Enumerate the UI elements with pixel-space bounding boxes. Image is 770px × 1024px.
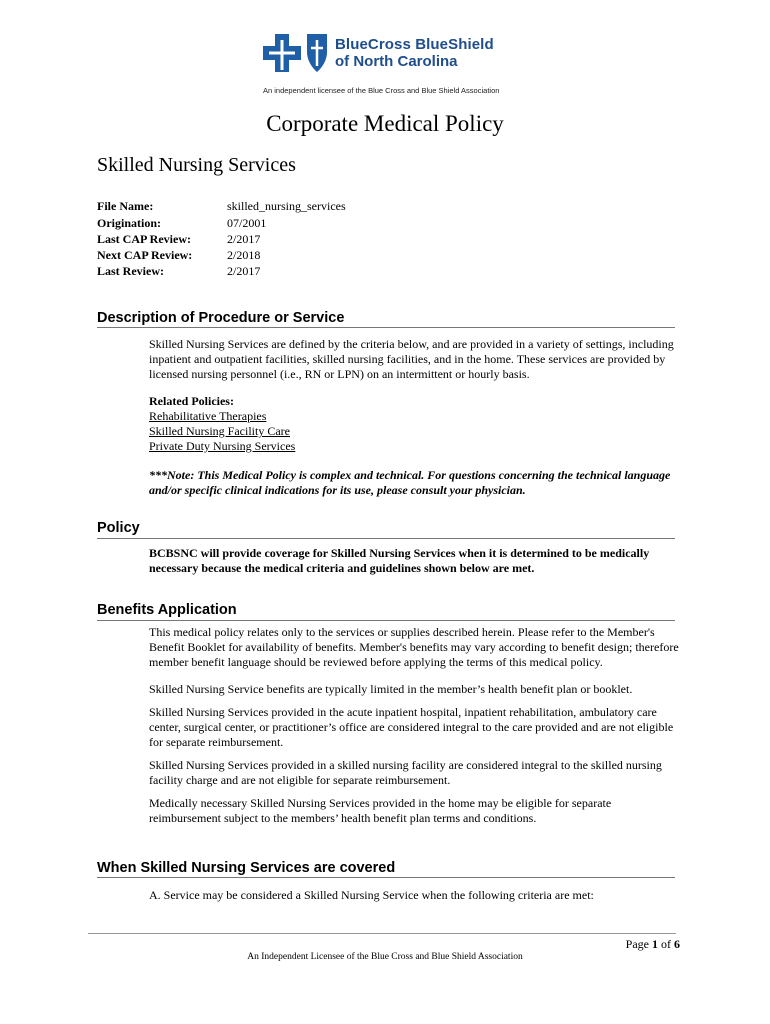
meta-value: 2/2018 [227, 248, 261, 262]
meta-row [97, 215, 346, 231]
meta-row [97, 263, 346, 279]
related-policy-link-private-duty-nursing[interactable]: Private Duty Nursing Services [149, 439, 296, 453]
benefits-text [149, 625, 679, 826]
benefits-paragraph: Skilled Nursing Service benefits are typically limited in the member’s health benefit plan or booklet. [149, 682, 633, 696]
benefits-paragraph: Skilled Nursing Services provided in the acute inpatient hospital, inpatient rehabilitation, ambulatory care center, surgical center, or practitioner’s office are considered integral to the care provided and are not eligible for separate reimbursement. [149, 705, 674, 749]
meta-key: File Name: [97, 199, 154, 213]
benefits-paragraph: Medically necessary Skilled Nursing Services provided in the home may be eligible for separate reimbursement subject to the members’ health benefit plan terms and conditions. [149, 796, 612, 825]
section-heading-description: Description of Procedure or Service [97, 310, 345, 326]
benefits-paragraph: This medical policy relates only to the services or supplies described herein. Please refer to the Member's Benefit Booklet for availability of benefits. Member's benefits may vary according to benefit design; therefore member benefit language should be reviewed before applying the terms of this medical policy. [149, 625, 679, 669]
description-paragraph: Skilled Nursing Services are defined by the criteria below, and are provided in a variety of settings, including inpatient and outpatient facilities, skilled nursing facilities, and in the home. These services are provided by licensed nursing personnel (i.e., RN or LPN) on an intermittent or hourly basis. [149, 337, 674, 381]
page-total: 6 [674, 937, 680, 951]
section-divider [97, 538, 675, 539]
benefits-paragraph: Skilled Nursing Services provided in a skilled nursing facility are considered integral to the skilled nursing facility charge and are not eligible for separate reimbursement. [149, 758, 662, 787]
section-heading-benefits: Benefits Application [97, 602, 237, 618]
meta-row [97, 231, 346, 247]
meta-row [97, 198, 346, 214]
related-policies-label: Related Policies: [149, 394, 234, 408]
policy-statement: BCBSNC will provide coverage for Skilled Nursing Services when it is determined to be medically necessary because the medical criteria and guidelines shown below are met. [149, 546, 650, 575]
meta-value: skilled_nursing_services [227, 199, 346, 213]
related-policy-link-skilled-nursing-facility-care[interactable]: Skilled Nursing Facility Care [149, 424, 290, 438]
covered-item-a: A. Service may be considered a Skilled Nursing Service when the following criteria are met: [149, 888, 594, 902]
brand-name-line2: of North Carolina [335, 53, 458, 70]
description-text [149, 337, 679, 498]
document-title: Skilled Nursing Services [97, 154, 296, 176]
section-divider [97, 877, 675, 878]
technical-note: ***Note: This Medical Policy is complex and technical. For questions concerning the technical language and/or specific clinical indications for its use, please consult your physician. [149, 468, 671, 497]
page-prefix: Page [625, 937, 652, 951]
page-number [560, 937, 680, 952]
brand-name-line1: BlueCross BlueShield [335, 36, 494, 53]
meta-value: 2/2017 [227, 264, 261, 278]
section-heading-policy: Policy [97, 520, 140, 536]
policy-meta-table [97, 198, 346, 279]
meta-key: Next CAP Review: [97, 248, 193, 262]
meta-value: 2/2017 [227, 232, 261, 246]
meta-key: Origination: [97, 216, 162, 230]
section-divider [97, 327, 675, 328]
related-policy-link-rehabilitative-therapies[interactable]: Rehabilitative Therapies [149, 409, 267, 423]
main-title: Corporate Medical Policy [266, 111, 504, 136]
section-heading-covered: When Skilled Nursing Services are covered [97, 860, 396, 876]
meta-value: 07/2001 [227, 216, 267, 230]
licensee-statement: An independent licensee of the Blue Cross and Blue Shield Association [263, 86, 500, 95]
page-current: 1 [652, 937, 658, 951]
footer-divider [88, 933, 676, 934]
page-of: of [658, 937, 674, 951]
footer-licensee: An Independent Licensee of the Blue Cross and Blue Shield Association [247, 952, 523, 962]
section-divider [97, 620, 675, 621]
meta-row [97, 247, 346, 263]
meta-key: Last Review: [97, 264, 164, 278]
blue-cross-shield-icon [263, 30, 333, 80]
meta-key: Last CAP Review: [97, 232, 191, 246]
